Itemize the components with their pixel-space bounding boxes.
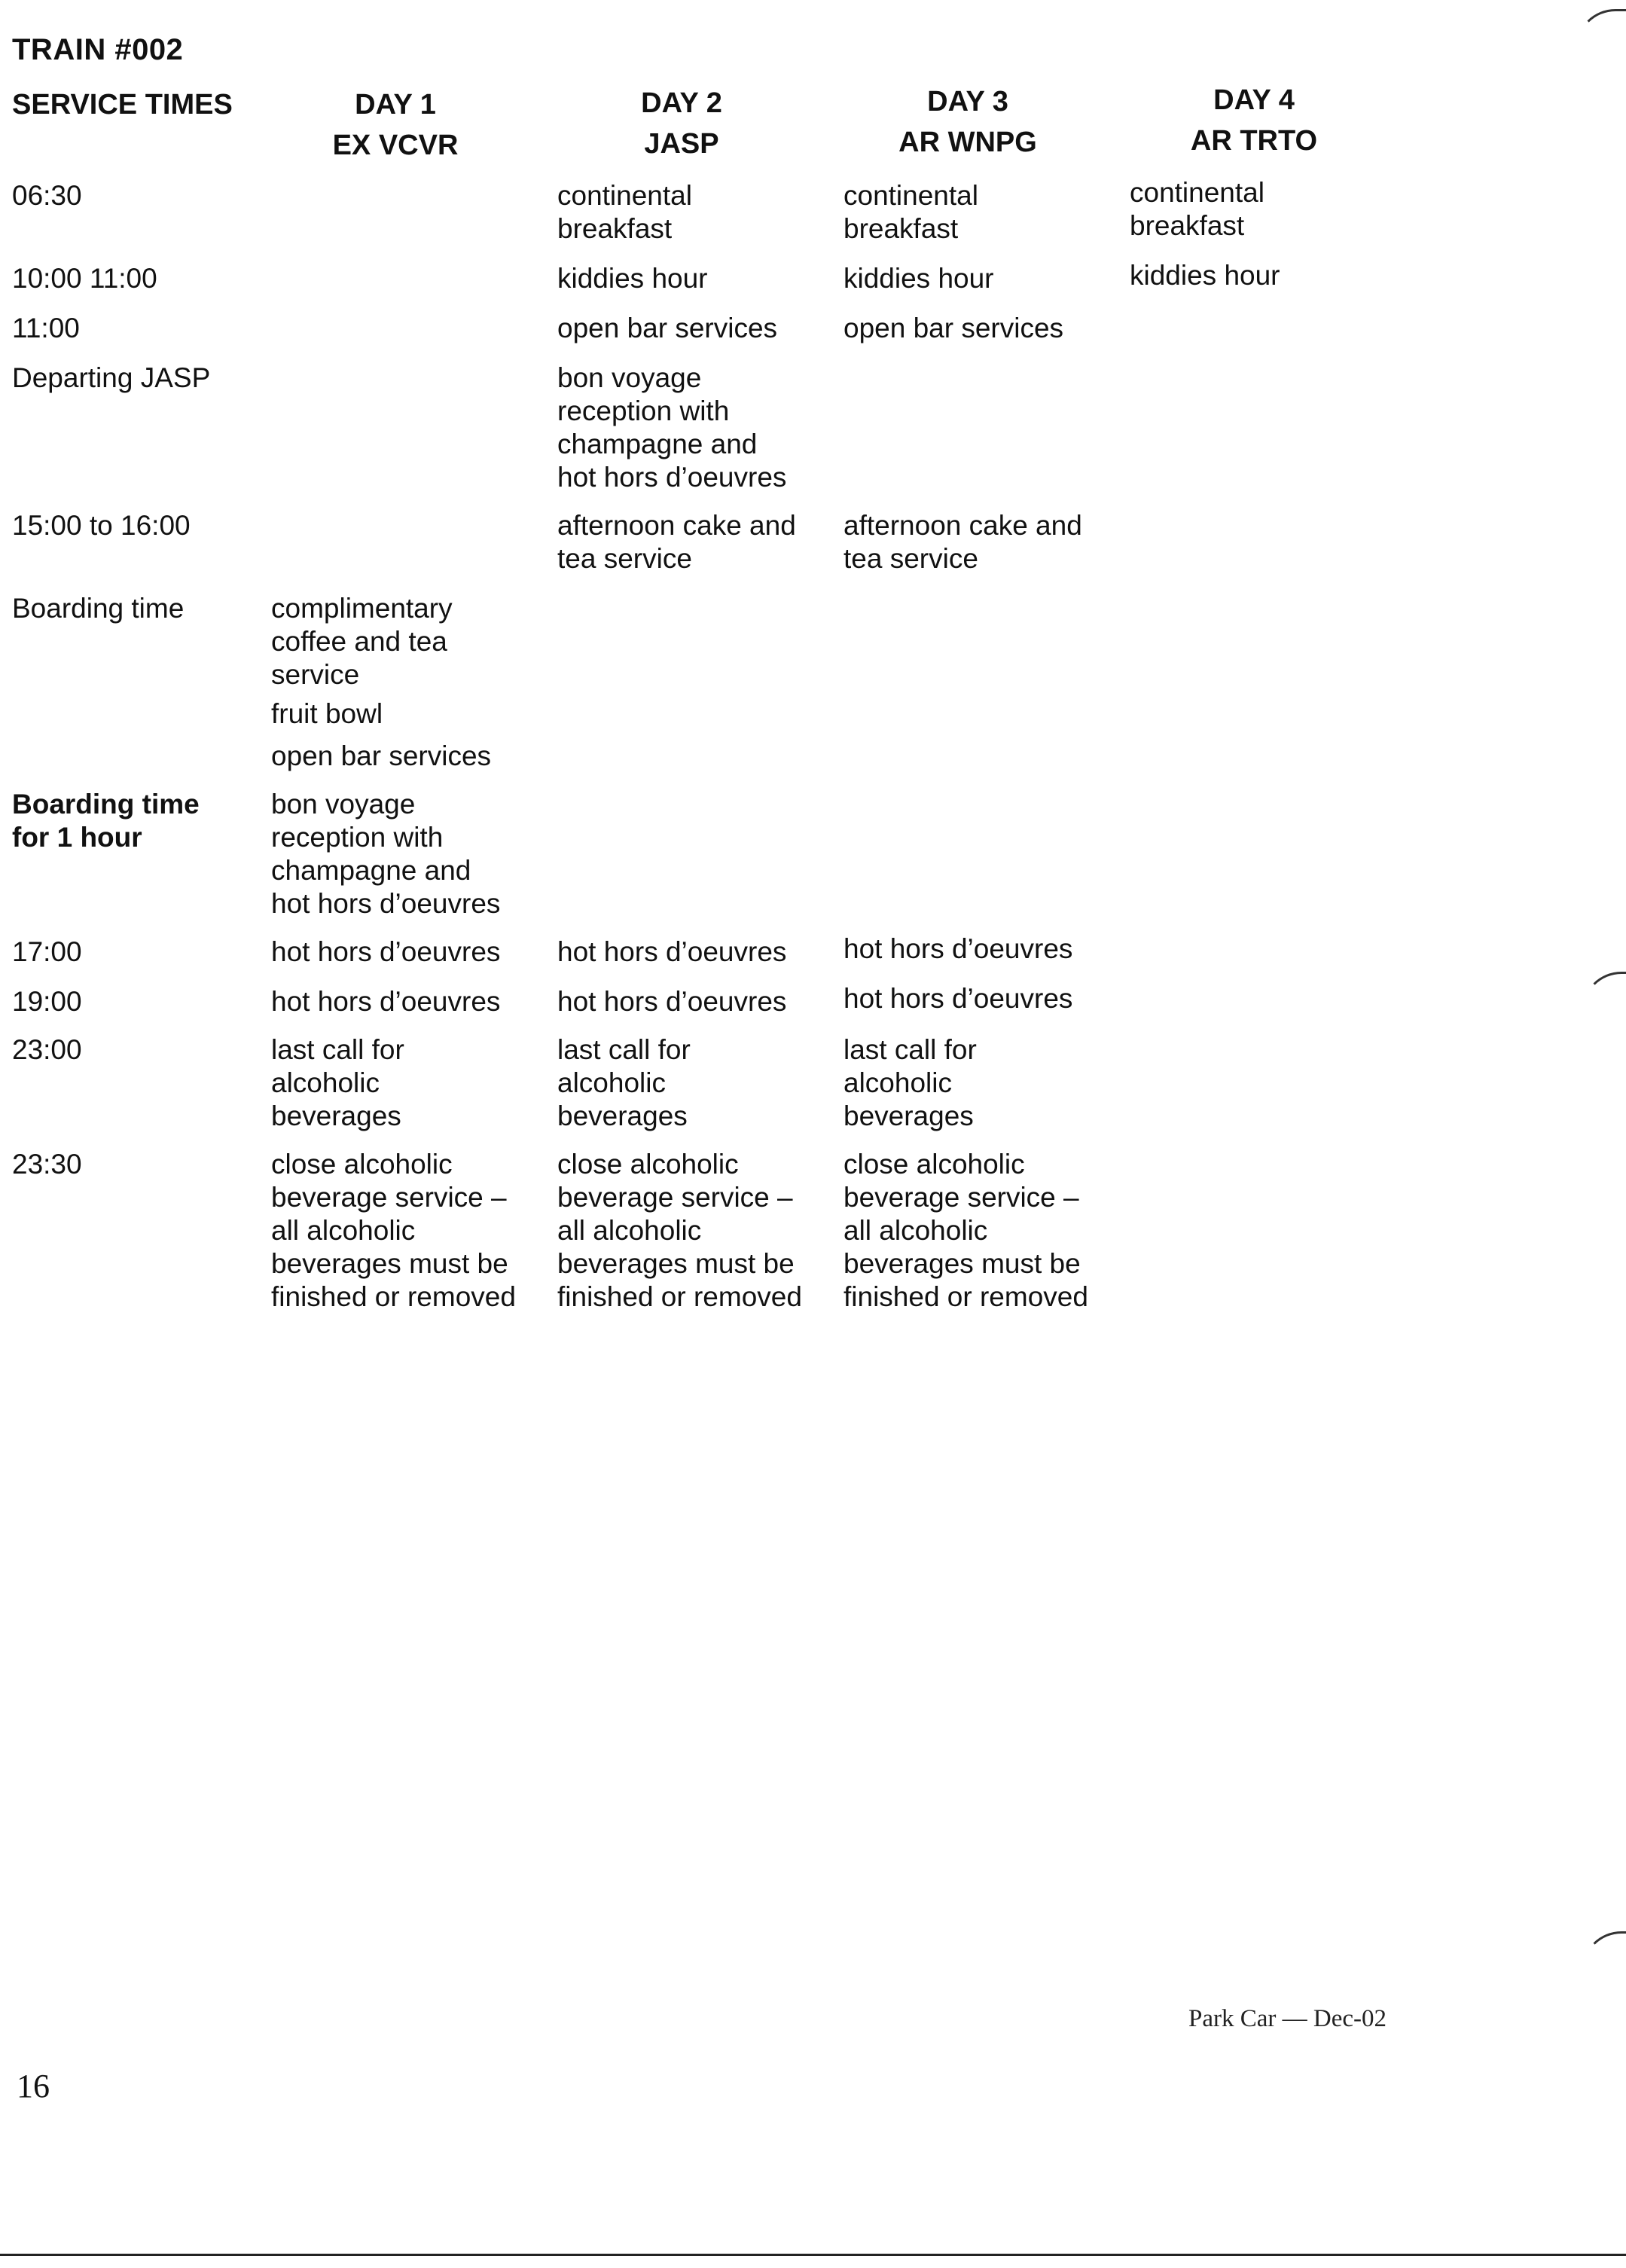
row-day-2: open bar services <box>557 313 778 343</box>
row-day-3: close alcoholic beverage service – all alcoholic beverages must be finished or removed <box>844 1149 1088 1312</box>
header-day-1-label: DAY 1 <box>355 89 436 121</box>
row-time: Boarding time <box>12 593 185 624</box>
header-service-times <box>12 84 233 125</box>
row-day-4: kiddies hour <box>1130 260 1280 291</box>
binder-hole-mark <box>1582 1931 1626 1971</box>
row-day-3: hot hors d’oeuvres <box>844 983 1073 1014</box>
row-day-1: bon voyage reception with champagne and hot hors d’oeuvres <box>271 789 501 919</box>
row-day-3: hot hors d’oeuvres <box>844 933 1073 964</box>
row-day-1: close alcoholic beverage service – all alcoholic beverages must be finished or removed <box>271 1149 516 1312</box>
row-day-1: hot hors d’oeuvres <box>271 936 501 967</box>
header-day-2-label: DAY 2 <box>641 87 722 119</box>
row-day-1: open bar services <box>271 740 492 771</box>
row-time: Departing JASP <box>12 362 211 393</box>
row-time: 11:00 <box>12 313 80 343</box>
row-day-2: close alcoholic beverage service – all alcoholic beverages must be finished or removed <box>557 1149 802 1312</box>
row-time: 23:00 <box>12 1034 82 1065</box>
header-day-1-station: EX VCVR <box>332 130 459 161</box>
row-time: 06:30 <box>12 180 82 211</box>
row-time: 10:00 11:00 <box>12 263 157 294</box>
header-day-3-label: DAY 3 <box>927 86 1008 118</box>
row-day-2: continental breakfast <box>557 180 692 244</box>
row-day-2: kiddies hour <box>557 263 708 294</box>
header-day-4-station: AR TRTO <box>1190 125 1318 157</box>
header-day-2 <box>557 83 806 164</box>
row-time: 15:00 to 16:00 <box>12 510 191 541</box>
header-day-2-station: JASP <box>644 128 719 160</box>
header-day-3 <box>844 81 1092 163</box>
row-day-3: afternoon cake and tea service <box>844 510 1082 574</box>
page-number: 16 <box>17 2068 50 2105</box>
row-time: 19:00 <box>12 986 82 1017</box>
row-time: 23:30 <box>12 1149 82 1180</box>
row-day-1: hot hors d’oeuvres <box>271 986 501 1017</box>
row-day-3: last call for alcoholic beverages <box>844 1034 977 1131</box>
header-day-1 <box>271 84 520 166</box>
row-day-3: kiddies hour <box>844 263 994 294</box>
header-day-3-station: AR WNPG <box>898 127 1037 158</box>
document-title: TRAIN #002 <box>12 33 184 66</box>
binder-hole-mark <box>1576 9 1626 49</box>
row-day-4: continental breakfast <box>1130 177 1264 241</box>
row-time: 17:00 <box>12 936 82 967</box>
row-day-2: afternoon cake and tea service <box>557 510 796 574</box>
row-day-1: fruit bowl <box>271 698 383 729</box>
row-day-1: last call for alcoholic beverages <box>271 1034 404 1131</box>
row-day-2: hot hors d’oeuvres <box>557 986 787 1017</box>
binder-hole-mark <box>1582 972 1626 1012</box>
row-day-2: bon voyage reception with champagne and hot hors d’oeuvres <box>557 362 787 493</box>
header-service-times-label: SERVICE TIMES <box>12 89 233 121</box>
header-day-4 <box>1130 80 1378 161</box>
row-time: Boarding time for 1 hour <box>12 789 200 853</box>
footer-label: Park Car — Dec-02 <box>1188 2005 1387 2032</box>
row-day-1: complimentary coffee and tea service <box>271 593 453 690</box>
row-day-3: open bar services <box>844 313 1064 343</box>
bottom-edge-line <box>0 2254 1626 2256</box>
row-day-2: last call for alcoholic beverages <box>557 1034 691 1131</box>
row-day-2: hot hors d’oeuvres <box>557 936 787 967</box>
row-day-3: continental breakfast <box>844 180 978 244</box>
header-day-4-label: DAY 4 <box>1213 84 1295 116</box>
